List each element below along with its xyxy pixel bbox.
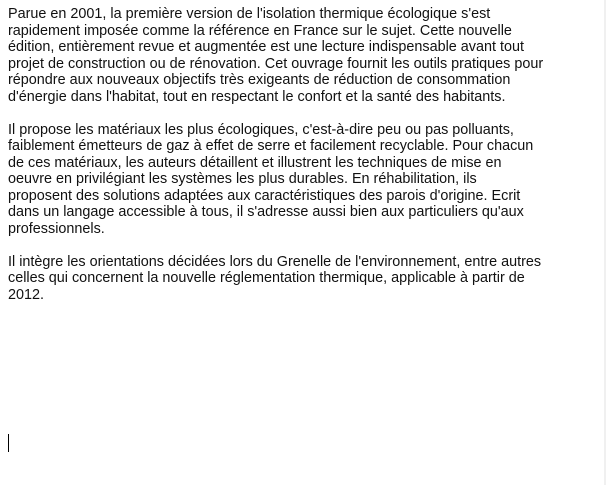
text-line: proposent des solutions adaptées aux caractéristiques des parois d'origine. Ecrit [8, 187, 521, 204]
text-line: d'énergie dans l'habitat, tout en respectant le confort et la santé des habitants. [8, 88, 506, 105]
text-line: oeuvre en privilégiant les systèmes les plus durables. En réhabilitation, ils [8, 171, 477, 187]
paragraph-1 [8, 6, 606, 105]
text-line: Parue en 2001, la première version de l'isolation thermique écologique s'est [8, 6, 491, 22]
text-line: Il intègre les orientations décidées lors du Grenelle de l'environnement, entre autres [8, 253, 542, 270]
text-line: de ces matériaux, les auteurs détaillent et illustrent les techniques de mise en [8, 154, 502, 171]
text-line: professionnels. [8, 220, 105, 237]
text-line: Il propose les matériaux les plus écologiques, c'est-à-dire peu ou pas polluants, [8, 121, 514, 138]
paragraph-3 [8, 254, 606, 304]
text-line: faiblement émetteurs de gaz à effet de serre et facilement recyclable. Pour chacun [8, 138, 534, 154]
text-line: 2012. [8, 286, 45, 303]
text-line: répondre aux nouveaux objectifs très exigeants de réduction de consommation [8, 72, 511, 88]
text-line: celles qui concernent la nouvelle réglementation thermique, applicable à partir de [8, 270, 525, 286]
text-line: édition, entièrement revue et augmentée est une lecture indispensable avant tout [8, 39, 525, 55]
text-line: rapidement imposée comme la référence en France sur le sujet. Cette nouvelle [8, 22, 512, 39]
text-line: projet de construction ou de rénovation. Cet ouvrage fournit les outils pratiques pour [8, 55, 544, 72]
document-text [8, 6, 606, 320]
text-cursor-caret [8, 434, 9, 452]
paragraph-2 [8, 122, 606, 238]
text-line: dans un langage accessible à tous, il s'adresse aussi bien aux particuliers qu'aux [8, 204, 524, 220]
